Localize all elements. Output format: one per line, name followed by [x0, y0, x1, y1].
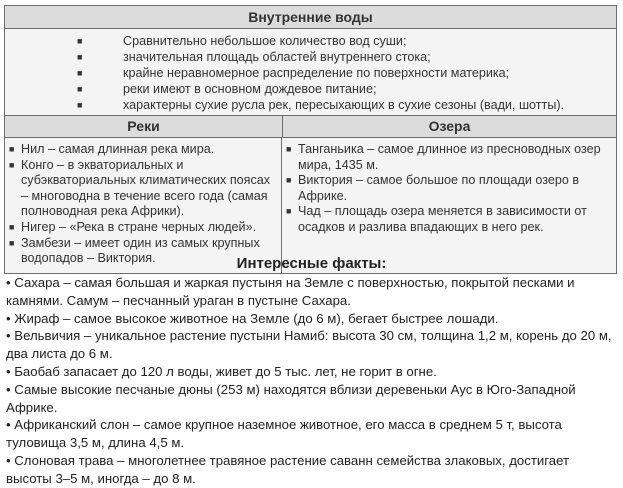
list-item: ■ крайне неравномерное распределение по поверхности материка; — [77, 66, 510, 80]
bullet-icon: ■ — [286, 175, 292, 186]
rivers-column — [5, 138, 282, 273]
river-item: ■ Нил – самая длинная река мира. — [9, 142, 215, 156]
lake-item: ■ Виктория – самое большое по площади озеро в Африке. — [286, 173, 580, 203]
bullet-icon: ■ — [9, 221, 15, 232]
facts-list — [6, 274, 618, 488]
lakes-header: Озера — [428, 118, 471, 134]
list-item: ■ реки имеют в основном дождевое питание; — [77, 82, 377, 96]
inland-waters-table — [4, 5, 617, 274]
bullet-icon: ■ — [9, 144, 15, 154]
bullet-icon: ■ — [9, 159, 15, 170]
fact-item: • Сахара – самая большая и жаркая пустыня на Земле с поверхностью, покрытой песками и камнями. Самум – песчанный ураган в пустыне Сахара. — [6, 275, 575, 308]
river-item: ■ Нигер – «Река в стране черных людей». — [9, 219, 257, 234]
bullet-icon: ■ — [77, 52, 83, 62]
bullet-icon: ■ — [286, 144, 292, 154]
bullet-icon: ■ — [77, 36, 83, 46]
bullet-icon: ■ — [9, 237, 15, 248]
fact-item: • Самые высокие песчаные дюны (253 м) находятся вблизи деревеньки Аус в Юго-Западной Африке. — [6, 381, 576, 415]
bullet-icon: ■ — [77, 100, 83, 110]
fact-item: • Вельвичия – уникальное растение пустыни Намиб: высота 30 см, толщина 1,2 м, корень до 20 м, два листа до 6 м. — [6, 328, 612, 362]
lake-item: ■ Чад – площадь озера меняется в зависимости от осадков и разлива впадающих в него рек. — [286, 204, 587, 234]
facts-title: Интересные факты: — [236, 255, 387, 272]
list-item: ■ значительная площадь областей внутреннего стока; — [77, 50, 431, 64]
river-item: ■ Замбези – имеет один из самых крупных водопадов – Виктория. — [9, 235, 260, 266]
table-column-headers — [5, 115, 616, 138]
fact-item: • Баобаб запасает до 120 л воды, живет до 5 тыс. лет, не горит в огне. — [6, 363, 437, 379]
river-item: ■ Конго – в экваториальных и субэкваториальных климатических поясах – многоводна в течение всего года (самая полноводная река Африки). — [9, 157, 271, 219]
fact-item: • Жираф – самое высокое животное на Земле (до 6 м), бегает быстрее лошади. — [6, 310, 499, 326]
inner-waters-list — [5, 29, 616, 115]
rivers-header: Реки — [5, 116, 283, 137]
table-title: Внутренние воды — [5, 6, 616, 29]
fact-item: • Африканский слон – самое крупное наземное животное, его масса в среднем 5 т, высота туловища 3,5 м, длина 4,5 м. — [6, 417, 562, 451]
table-columns — [5, 138, 616, 273]
bullet-icon: ■ — [286, 206, 292, 217]
list-item: ■ Сравнительно небольшое количество вод суши; — [77, 34, 407, 48]
lakes-column — [282, 138, 616, 273]
list-item: ■ характерны сухие русла рек, пересыхающих в сухие сезоны (вади, шотты). — [77, 98, 565, 112]
fact-item: • Слоновая трава – многолетнее травяное растение саванн семейства злаковых, достигает высоты 3–5 м, иногда – до 8 м. — [6, 452, 570, 486]
bullet-icon: ■ — [77, 84, 83, 94]
lake-item: ■ Танганьика – самое длинное из пресноводных озер мира, 1435 м. — [286, 142, 601, 172]
bullet-icon: ■ — [77, 68, 83, 78]
